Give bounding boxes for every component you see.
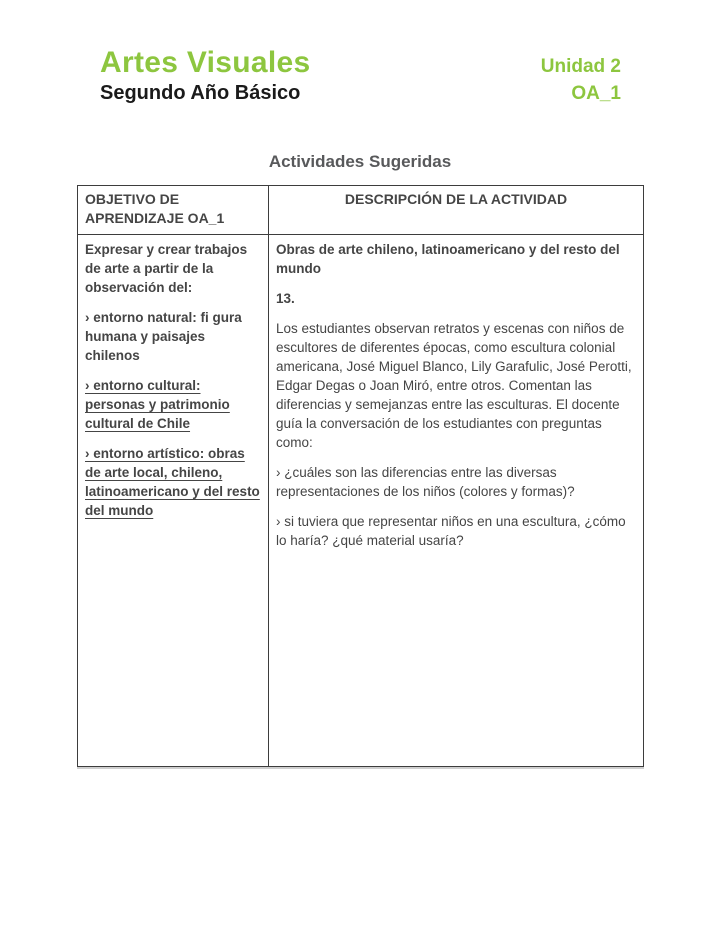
objective-bullet-artistic: › entorno artístico: obras de arte local, chileno, latinoamericano y del resto del mundo (85, 446, 260, 518)
objective-intro: Expresar y crear trabajos de arte a partir de la observación del: (85, 242, 248, 295)
column-header-objective: OBJETIVO DE APRENDIZAJE OA_1 (78, 186, 269, 235)
activity-question-2: › si tuviera que representar niños en una escultura, ¿cómo lo haría? ¿qué material usaría? (276, 514, 626, 548)
activity-paragraph: Los estudiantes observan retratos y escenas con niños de escultores de diferentes épocas, como escultura colonial americana, José Miguel Blanco, Lily Garafulic, José Perotti, Edgar Degas o Joan Miró, entre otros. Comentan las diferencias y semejanzas entre las esculturas. El docente guía la conversación de los estudiantes con preguntas como: (276, 321, 632, 450)
objective-bullet-natural: › entorno natural: fi gura humana y paisajes chilenos (85, 310, 242, 363)
column-header-description: DESCRIPCIÓN DE LA ACTIVIDAD (269, 186, 644, 235)
table-header-row (78, 186, 644, 235)
grade-subtitle: Segundo Año Básico (100, 82, 301, 104)
activity-question-1: › ¿cuáles son las diferencias entre las diversas representaciones de los niños (colores y formas)? (276, 465, 575, 499)
subject-title: Artes Visuales (100, 46, 311, 79)
objective-cell (78, 235, 269, 767)
objective-bullet-cultural: › entorno cultural: personas y patrimonio cultural de Chile (85, 378, 230, 431)
header-row-top (100, 46, 621, 80)
activity-title: Obras de arte chileno, latinoamericano y del resto del mundo (276, 242, 620, 276)
header-row-bottom (100, 80, 621, 107)
oa-label: OA_1 (571, 83, 621, 104)
section-title: Actividades Sugeridas (268, 152, 452, 171)
activity-number: 13. (276, 291, 295, 306)
table-body-row (78, 235, 644, 767)
activities-table (77, 185, 644, 767)
activity-cell (269, 235, 644, 767)
document-header (0, 0, 720, 107)
unit-label: Unidad 2 (540, 56, 621, 77)
